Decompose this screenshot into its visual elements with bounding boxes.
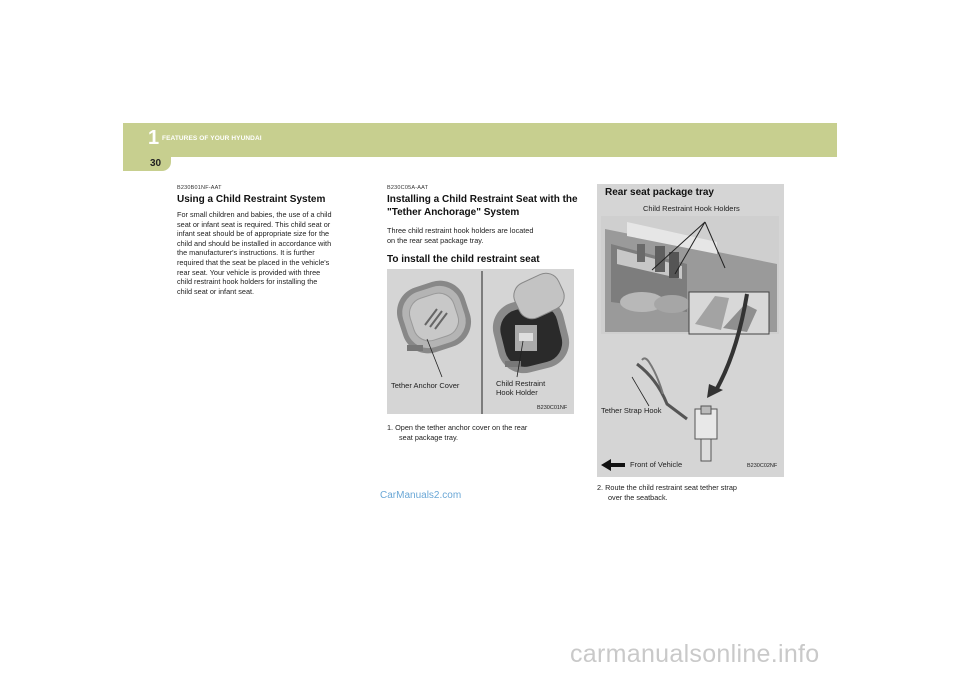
- subheading: To install the child restraint seat: [387, 254, 540, 265]
- package-tray-figure: [597, 184, 784, 477]
- section-heading: Using a Child Restraint System: [177, 194, 326, 205]
- figure-code: B230C01NF: [537, 405, 568, 411]
- chapter-title: FEATURES OF YOUR HYUNDAI: [162, 135, 262, 142]
- figure-label-hook-holder: Child Restraint: [496, 379, 546, 388]
- watermark-text: carmanualsonline.info: [570, 640, 820, 668]
- body-line: For small children and babies, the use of a child: [177, 210, 332, 219]
- open-cover-shape: [487, 269, 574, 379]
- page-number-tab: [123, 157, 171, 171]
- body-line: rear seat. Your vehicle is provided with three: [177, 267, 321, 277]
- child-seat-inset: [689, 292, 769, 334]
- tray-illustration: [597, 184, 784, 477]
- chapter-number: 1: [148, 127, 160, 149]
- body-line: child seat or infant seat.: [177, 286, 255, 296]
- body-line: infant seat should be of appropriate size for the: [177, 229, 330, 239]
- body-line: required that the seat be placed in the vehicle's: [177, 258, 330, 267]
- tether-anchor-figure: [387, 269, 574, 414]
- body-line: the manufacturer's instructions. It is further: [177, 248, 315, 258]
- figure-label-front-of-vehicle: Front of Vehicle: [630, 460, 683, 469]
- figure-label-tether-strap-hook: Tether Strap Hook: [601, 406, 662, 415]
- figure-code: B230C02NF: [747, 463, 778, 469]
- step-2: 2. Route the child restraint seat tether strap: [597, 483, 737, 492]
- figure-label-hook-holders: Child Restraint Hook Holders: [643, 204, 740, 213]
- section-heading: "Tether Anchorage" System: [387, 207, 520, 218]
- anchor-illustration: [387, 269, 574, 414]
- watermark-link[interactable]: CarManuals2.com: [380, 490, 462, 501]
- page-number: 30: [150, 158, 162, 169]
- section-code: B230B01NF-AAT: [177, 185, 222, 191]
- section-heading: Installing a Child Restraint Seat with the: [387, 194, 578, 205]
- body-line: child restraint hook holders for installing the: [177, 277, 318, 287]
- section-code: B230C05A-AAT: [387, 185, 429, 191]
- figure-title: Rear seat package tray: [605, 187, 714, 198]
- body-line: Three child restraint hook holders are located: [387, 226, 534, 235]
- front-of-vehicle-arrow: [601, 459, 625, 471]
- figure-label-tether-anchor-cover: Tether Anchor Cover: [391, 381, 460, 390]
- step-1-continued: seat package tray.: [399, 432, 459, 442]
- figure-label-hook-holder: Hook Holder: [496, 388, 538, 397]
- step-1: 1. Open the tether anchor cover on the rear: [387, 423, 528, 432]
- body-line: on the rear seat package tray.: [387, 235, 484, 245]
- closed-cover-shape: [390, 274, 478, 360]
- step-2-continued: over the seatback.: [608, 492, 668, 502]
- body-line: child and should be installed in accordance with: [177, 238, 332, 248]
- body-line: seat or infant seat is required. This child seat or: [177, 219, 331, 229]
